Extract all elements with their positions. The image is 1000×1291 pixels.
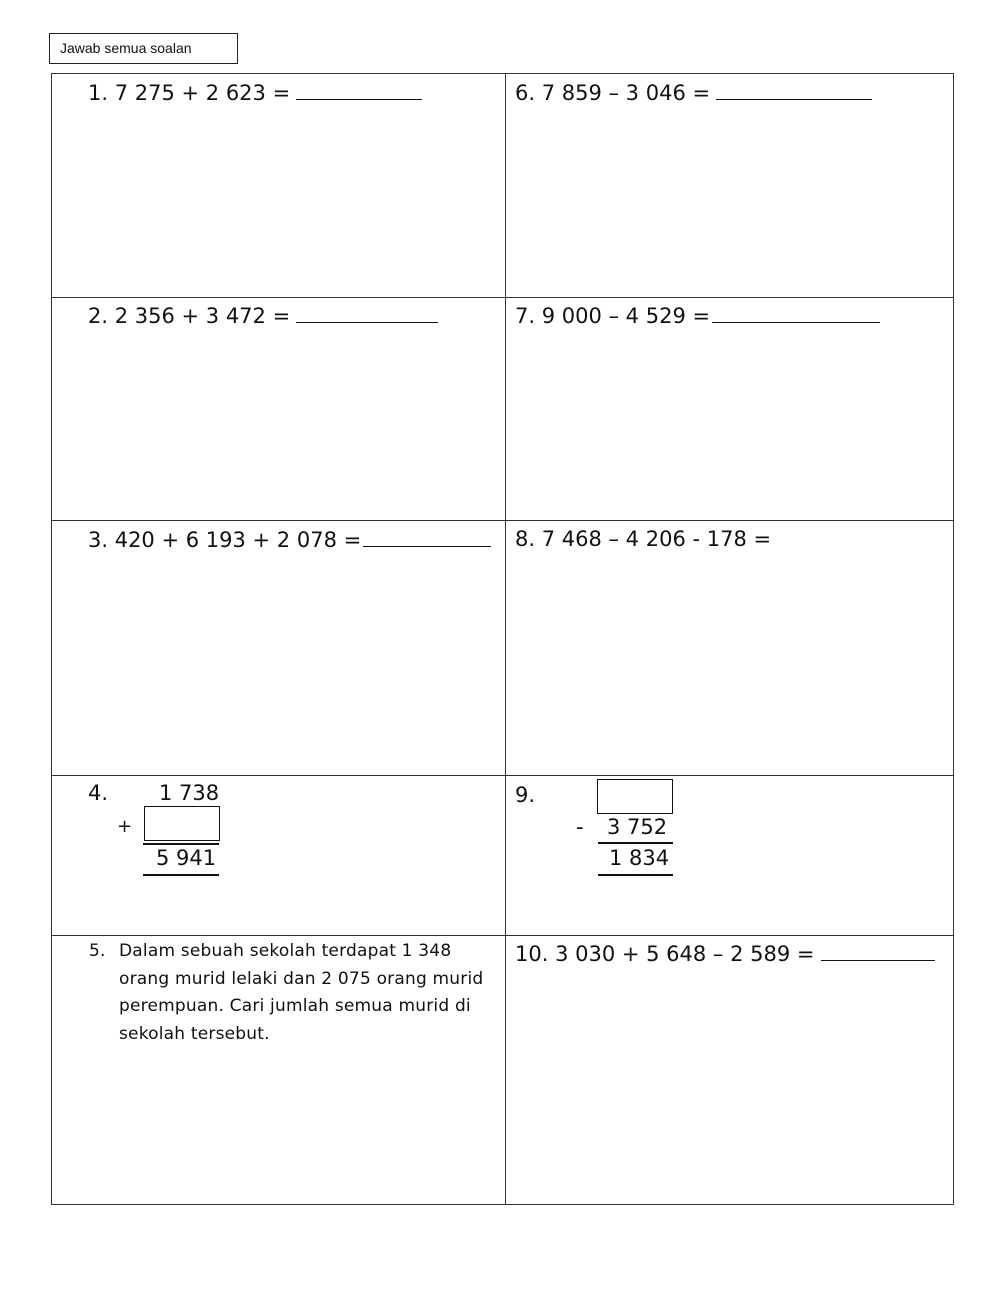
question-2 — [88, 302, 438, 329]
question-9-operator: - — [576, 815, 584, 839]
question-3 — [88, 526, 491, 553]
question-7 — [515, 302, 880, 329]
grid-row-divider — [51, 520, 954, 521]
grid-row-divider — [51, 775, 954, 776]
grid-row-divider — [51, 297, 954, 298]
grid-column-divider — [505, 73, 506, 1205]
answer-blank-1[interactable] — [296, 79, 422, 100]
question-9-subtrahend: 3 752 — [607, 815, 668, 839]
question-9-label: 9. — [515, 783, 536, 807]
question-3-text: 3. 420 + 6 193 + 2 078 = — [88, 528, 362, 552]
answer-blank-10[interactable] — [821, 940, 935, 961]
question-8 — [515, 526, 771, 552]
answer-blank-3[interactable] — [363, 526, 491, 547]
grid-row-divider — [51, 935, 954, 936]
question-1-text: 1. 7 275 + 2 623 = — [88, 81, 291, 105]
question-10-text: 10. 3 030 + 5 648 – 2 589 = — [515, 942, 815, 966]
question-8-text: 8. 7 468 – 4 206 - 178 = — [515, 527, 772, 551]
question-10 — [515, 940, 935, 967]
question-4-operator: + — [117, 816, 133, 837]
question-6 — [515, 79, 872, 106]
question-6-text: 6. 7 859 – 3 046 = — [515, 81, 711, 105]
question-4-result: 5 941 — [156, 846, 217, 870]
question-4-underline — [143, 874, 219, 876]
question-9-underline — [598, 874, 673, 876]
question-5-label: 5. — [89, 941, 106, 961]
question-7-text: 7. 9 000 – 4 529 = — [515, 304, 711, 328]
answer-blank-6[interactable] — [716, 79, 872, 100]
question-4-top-number: 1 738 — [159, 781, 220, 805]
question-9-result: 1 834 — [609, 846, 670, 870]
answer-blank-7[interactable] — [712, 302, 880, 323]
question-4-label: 4. — [88, 781, 109, 805]
question-5-text: Dalam sebuah sekolah terdapat 1 348 orang murid lelaki dan 2 075 orang murid perempuan. Cari jumlah semua murid di sekolah tersebut. — [119, 941, 484, 1044]
question-2-text: 2. 2 356 + 3 472 = — [88, 304, 291, 328]
question-9-difference-line — [598, 842, 673, 844]
answer-blank-2[interactable] — [296, 302, 438, 323]
question-5 — [89, 938, 499, 1048]
instruction-label: Jawab semua soalan — [49, 33, 238, 64]
question-1 — [88, 79, 422, 106]
question-9-answer-box[interactable] — [597, 779, 673, 814]
question-4-answer-box[interactable] — [144, 806, 220, 841]
